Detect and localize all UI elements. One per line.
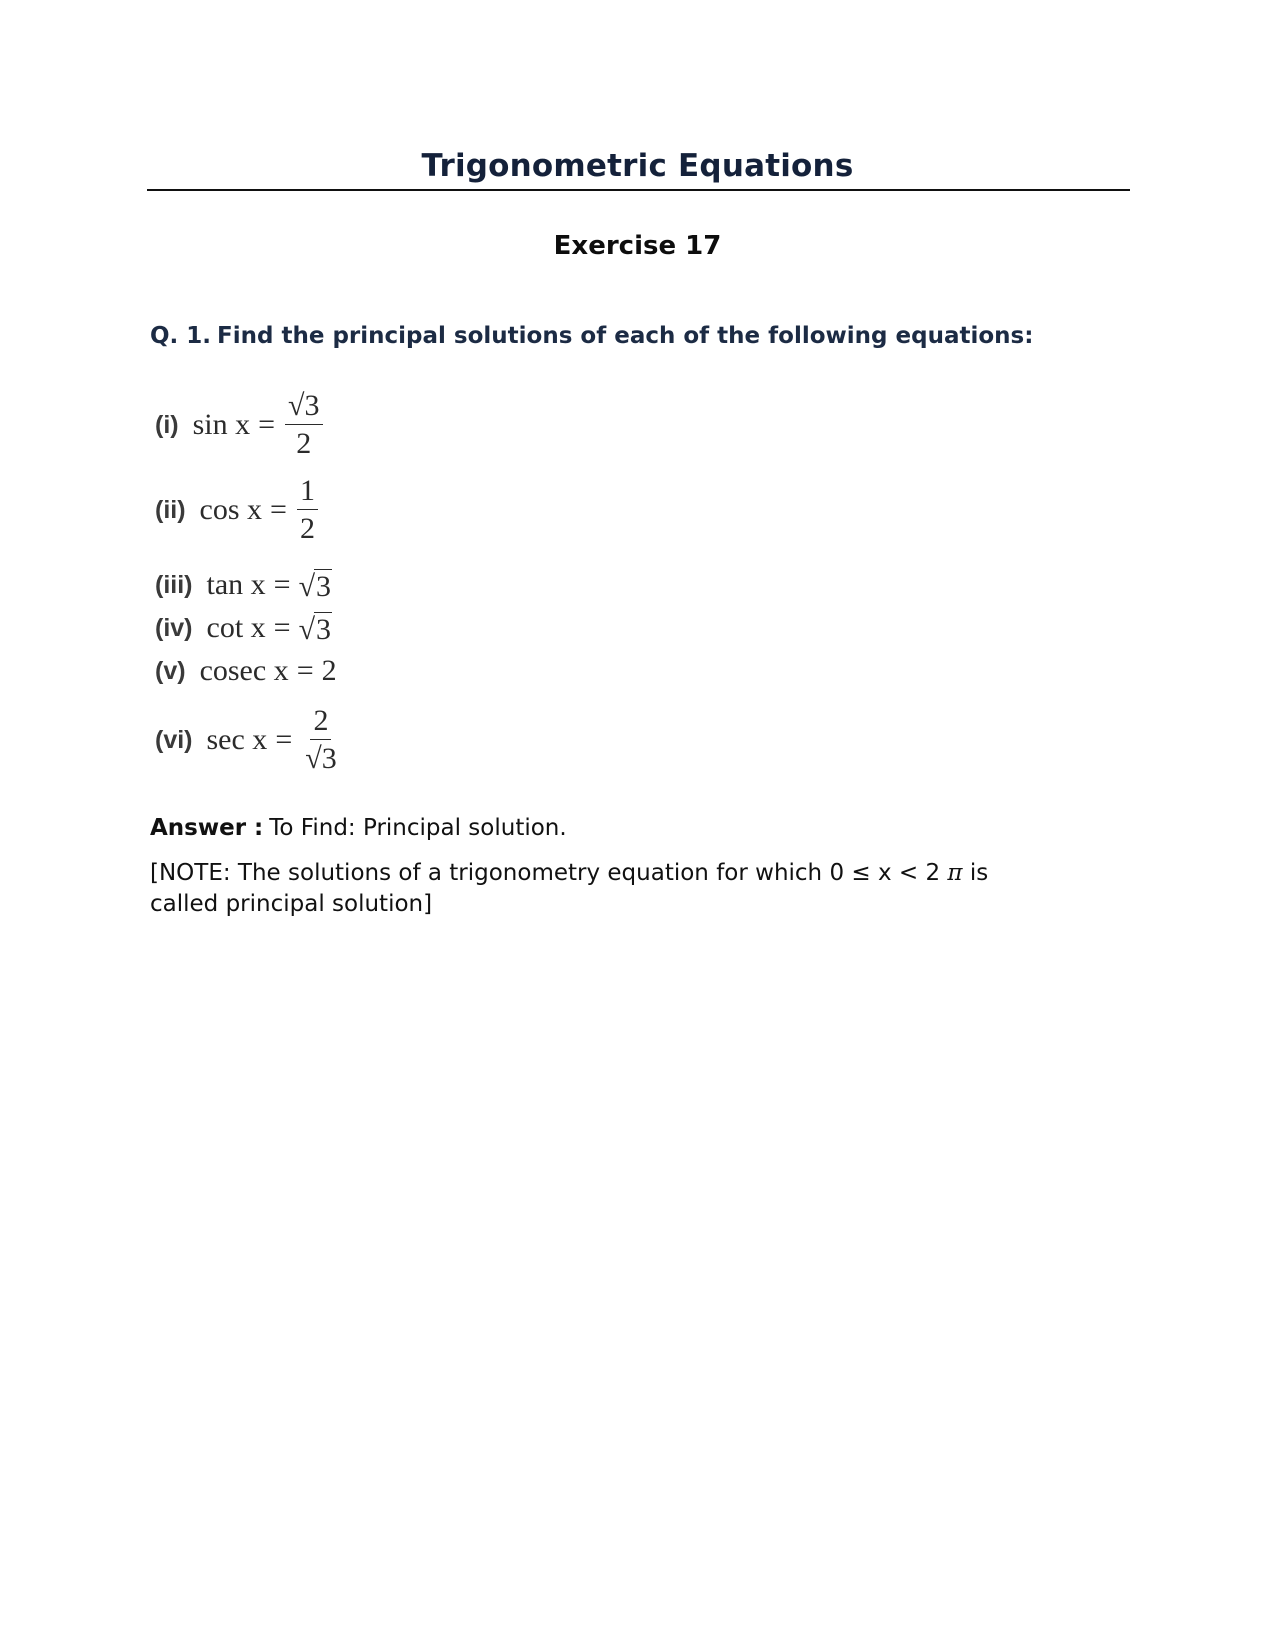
equation-math [200,476,318,544]
note-text-end: is called principal solution] [150,860,989,917]
question-label: Q. 1. [150,323,212,349]
denominator: 2 [296,427,312,460]
equation-math [193,391,323,459]
fraction [297,476,318,544]
function-name: sec x [206,723,268,756]
equation-iii [155,565,332,605]
equation-math [200,654,337,688]
page-title: Trigonometric Equations [421,148,854,184]
equals-sign: = [273,611,291,644]
denominator: √3 [305,742,337,775]
equation-label: (ii) [155,495,186,524]
equals-sign: = [258,408,276,441]
question-1 [150,323,1033,349]
equation-label: (v) [155,656,186,685]
radical-sign: √ [298,612,316,646]
equals-sign: = [296,654,314,687]
denominator: 2 [299,512,315,545]
equation-math [207,568,333,602]
square-root [299,569,332,602]
radicand: 3 [316,612,332,646]
equation-ii [155,474,318,545]
equation-math [207,611,333,645]
radical-sign: √ [298,569,316,603]
function-name: cosec x [199,654,289,687]
equation-value: 2 [321,654,337,687]
equation-label: (i) [155,410,179,439]
equals-sign: = [270,493,287,526]
title-divider [147,189,1130,191]
equals-sign: = [273,568,291,601]
note [150,858,1050,920]
numerator: √3 [285,391,322,425]
note-text: [NOTE: The solutions of a trigonometry equation for which 0 ≤ x < 2 [150,860,941,886]
equation-i [155,389,323,460]
answer [150,815,567,841]
equation-label: (iv) [155,613,193,642]
function-name: sin x [192,408,251,441]
equation-iv [155,608,332,648]
fraction [302,706,339,774]
numerator: 1 [297,476,318,510]
equation-v [155,651,337,691]
numerator: 2 [310,706,331,740]
pi-symbol: π [947,860,963,886]
function-name: cos x [199,493,263,526]
radicand: 3 [316,569,332,603]
square-root [299,612,332,645]
equation-label: (vi) [155,725,193,754]
equation-math [207,706,340,774]
equals-sign: = [275,723,293,756]
fraction [285,391,322,459]
equation-label: (iii) [155,570,193,599]
answer-text: To Find: Principal solution. [269,815,567,841]
answer-label: Answer : [150,815,264,841]
exercise-heading: Exercise 17 [553,231,722,261]
equation-vi [155,705,340,775]
function-name: cot x [206,611,266,644]
function-name: tan x [206,568,266,601]
question-text: Find the principal solutions of each of the following equations: [217,323,1034,349]
